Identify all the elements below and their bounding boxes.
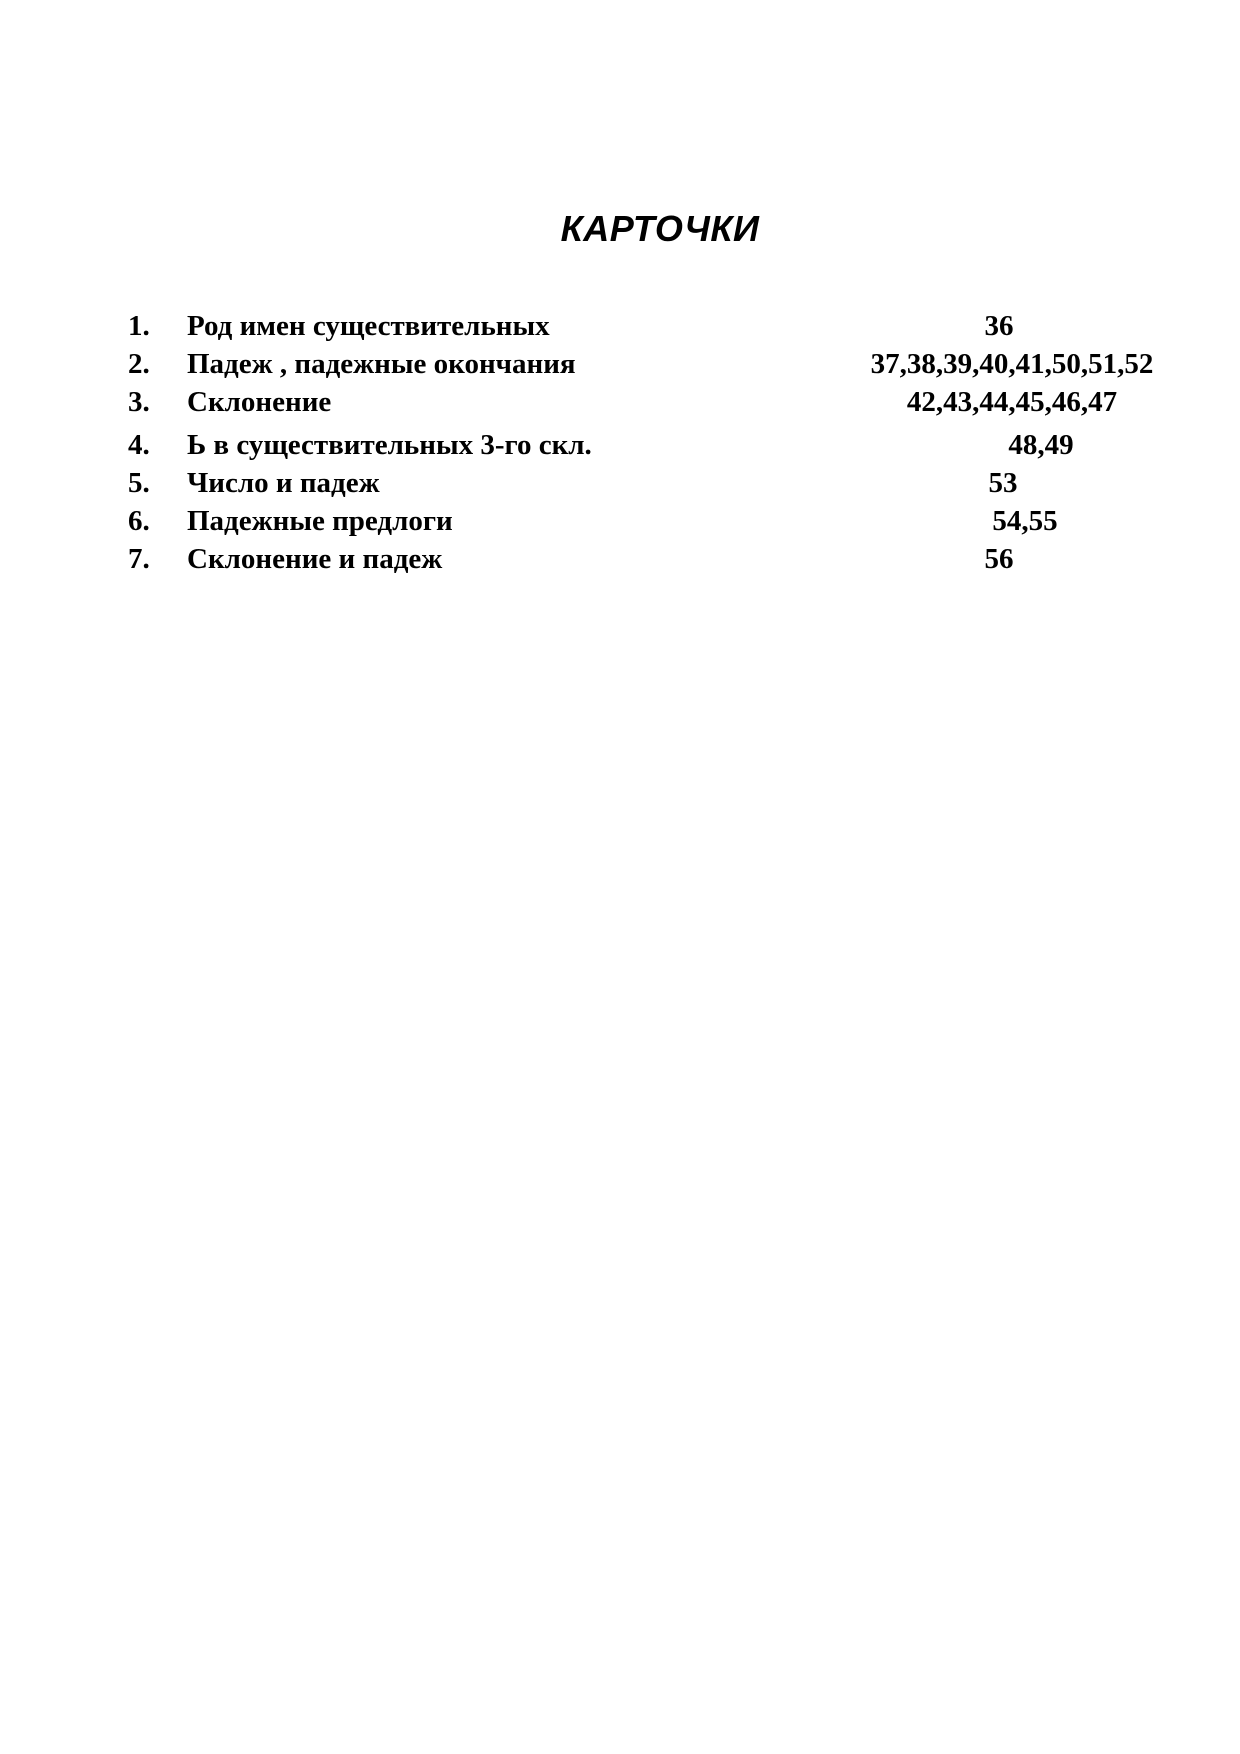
toc-entry	[0, 463, 1240, 503]
toc-entry-pages: 54,55	[992, 505, 1058, 537]
toc-entry	[0, 539, 1240, 579]
toc-entry	[0, 344, 1240, 384]
toc-entry-number: 1.	[128, 310, 150, 342]
toc-entry-number: 4.	[128, 429, 150, 461]
toc-entry-label: Род имен существительных	[187, 310, 550, 342]
toc-entry-label: Падежные предлоги	[187, 505, 453, 537]
toc-entry-number: 5.	[128, 467, 150, 499]
toc-entry-pages: 36	[984, 310, 1014, 342]
toc-entry-label: Склонение и падеж	[187, 543, 443, 575]
toc-entry	[0, 382, 1240, 422]
page-title: КАРТОЧКИ	[560, 208, 760, 249]
toc-entry-label: Падеж , падежные окончания	[187, 348, 576, 380]
toc-entry	[0, 425, 1240, 465]
toc-entry	[0, 501, 1240, 541]
toc-entry-label: Склонение	[187, 386, 332, 418]
toc-entry-number: 7.	[128, 543, 150, 575]
toc-entry-pages: 42,43,44,45,46,47	[906, 386, 1118, 418]
toc-entry-pages: 48,49	[1008, 429, 1074, 461]
toc-entry	[0, 306, 1240, 346]
toc-entry-pages: 56	[984, 543, 1014, 575]
toc-entry-number: 2.	[128, 348, 150, 380]
toc-entry-pages: 37,38,39,40,41,50,51,52	[870, 348, 1154, 380]
toc-entry-number: 3.	[128, 386, 150, 418]
toc-entry-number: 6.	[128, 505, 150, 537]
toc-entry-label: Число и падеж	[187, 467, 380, 499]
toc-entry-pages: 53	[988, 467, 1018, 499]
toc-entry-label: Ь в существительных 3-го скл.	[187, 429, 592, 461]
